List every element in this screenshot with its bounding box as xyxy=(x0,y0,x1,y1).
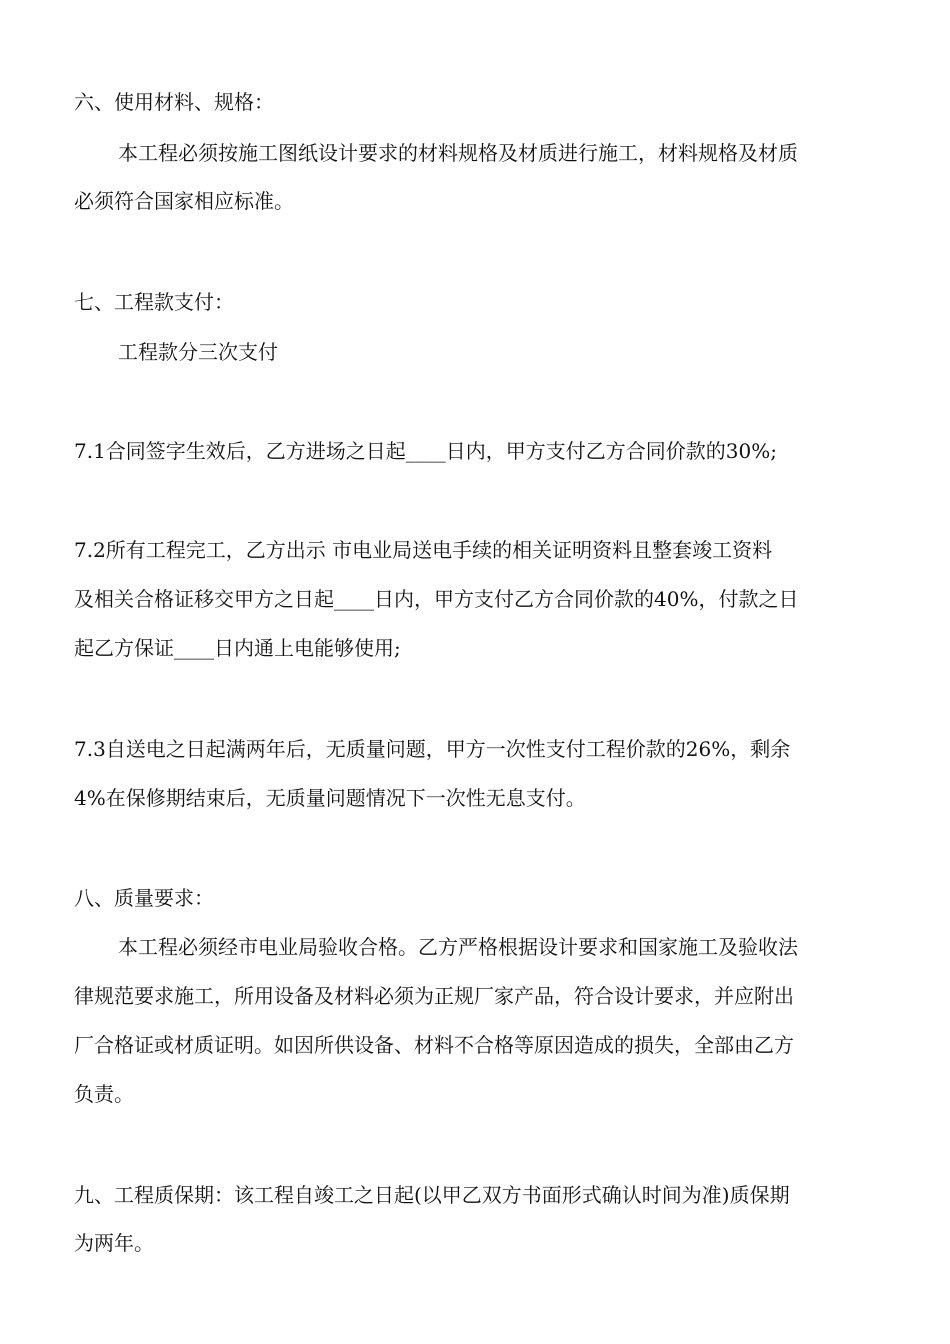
clause-7-2-line-2: 及相关合格证移交甲方之日起____日内，甲方支付乙方合同价款的40%，付款之日 xyxy=(74,587,799,611)
section-8-body-line-1: 本工程必须经市电业局验收合格。乙方严格根据设计要求和国家施工及验收法 xyxy=(118,935,798,959)
clause-7-2-line-3: 起乙方保证____日内通上电能够使用; xyxy=(74,636,401,660)
section-6-body-line-2: 必须符合国家相应标准。 xyxy=(74,189,294,213)
section-8-heading: 八、质量要求： xyxy=(74,886,214,910)
section-6-body-line-1: 本工程必须按施工图纸设计要求的材料规格及材质进行施工，材料规格及材质 xyxy=(118,141,798,165)
clause-7-1-line-1: 7.1合同签字生效后，乙方进场之日起____日内，甲方支付乙方合同价款的30%; xyxy=(74,439,777,463)
section-6-heading: 六、使用材料、规格： xyxy=(74,90,274,114)
clause-7-3-line-1: 7.3自送电之日起满两年后，无质量问题，甲方一次性支付工程价款的26%，剩余 xyxy=(74,737,791,761)
section-8-body-line-2: 律规范要求施工，所用设备及材料必须为正规厂家产品，符合设计要求，并应附出 xyxy=(74,984,794,1008)
section-7-heading: 七、工程款支付： xyxy=(74,290,234,314)
section-9-heading-line-2: 为两年。 xyxy=(74,1231,154,1255)
section-8-body-line-4: 负责。 xyxy=(74,1082,134,1106)
section-8-body-line-3: 厂合格证或材质证明。如因所供设备、材料不合格等原因造成的损失，全部由乙方 xyxy=(74,1033,794,1057)
clause-7-3-line-2: 4%在保修期结束后，无质量问题情况下一次性无息支付。 xyxy=(74,786,586,810)
section-9-heading-line-1: 九、工程质保期：该工程自竣工之日起(以甲乙双方书面形式确认时间为准)质保期 xyxy=(74,1183,790,1207)
section-7-intro: 工程款分三次支付 xyxy=(118,340,278,364)
clause-7-2-line-1: 7.2所有工程完工，乙方出示 市电业局送电手续的相关证明资料且整套竣工资料 xyxy=(74,538,773,562)
